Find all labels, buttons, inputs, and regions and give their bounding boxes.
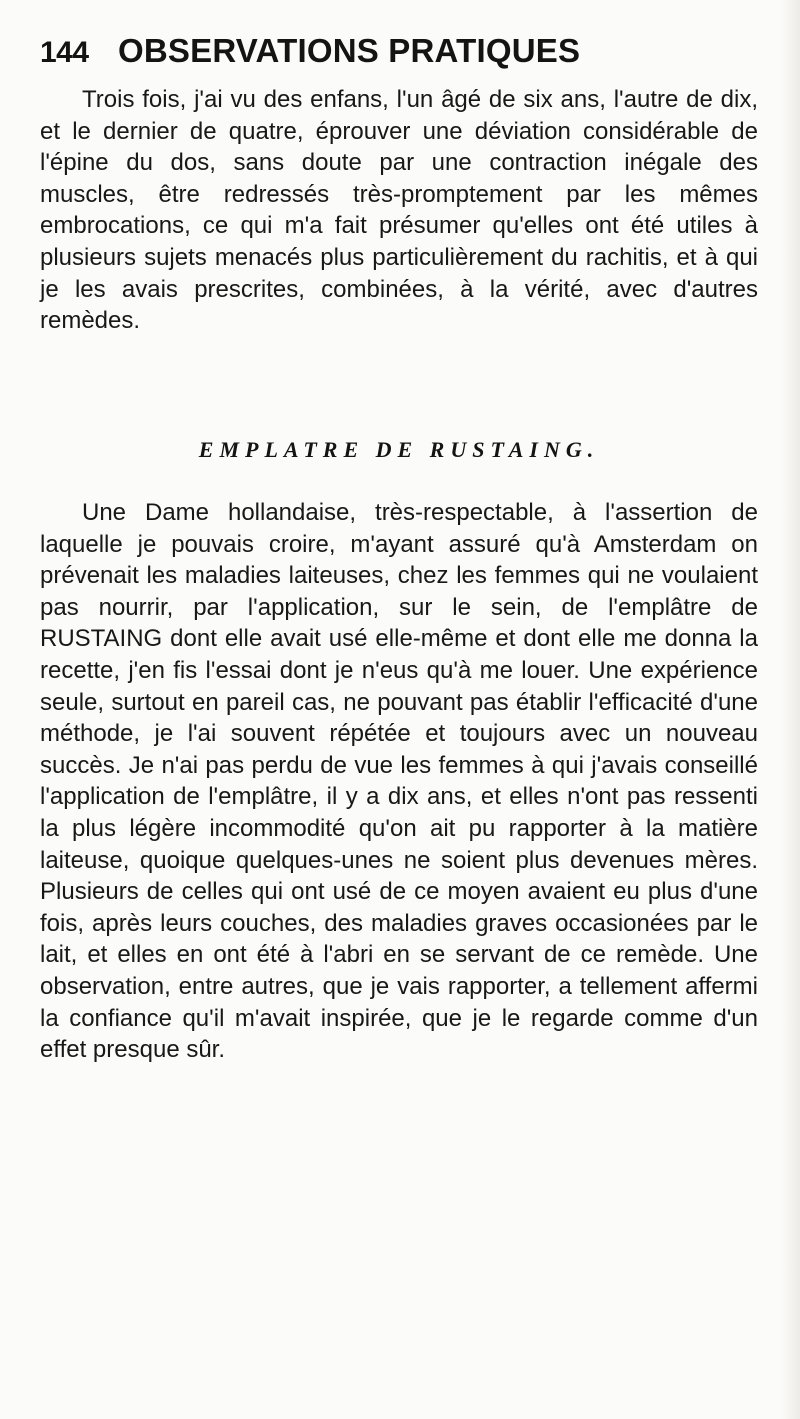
paragraph-rustaing-plaster: Une Dame hollandaise, très-respectable, à l'assertion de laquelle je pouvais croire, m'ayant assuré qu'à Amsterdam on prévenait les maladies laiteuses, chez les femmes qui ne voulaient pas nourrir, par l'application, sur le sein, de l'emplâtre de RUSTAING dont elle avait usé elle-même et dont elle me donna la recette, j'en fis l'essai dont je n'eus qu'à me louer. Une expérience seule, surtout en pareil cas, ne pouvant pas établir l'efficacité d'une méthode, je l'ai souvent répétée et toujours avec un nouveau succès. Je n'ai pas perdu de vue les femmes à qui j'avais conseillé l'application de l'emplâtre, il y a dix ans, et elles n'ont pas ressenti la plus légère incommodité qu'on ait pu rapporter à la matière laiteuse, quoique quelques-unes ne soient plus devenues mères. Plusieurs de celles qui ont usé de ce moyen avaient eu plus d'une fois, après leurs couches, des maladies graves occasionées par le lait, et elles en ont été à l'abri en se servant de ce remède. Une observation, entre autres, que je vais rapporter, a tellement affermi la confiance qu'il m'avait inspirée, que je le regarde comme d'un effet presque sûr. <box>40 499 758 1064</box>
section-title: EMPLATRE DE RUSTAING. <box>198 437 600 462</box>
page-number: 144 <box>40 36 89 69</box>
page-header <box>40 30 760 76</box>
paragraph-spine-deviation: Trois fois, j'ai vu des enfans, l'un âgé de six ans, l'autre de dix, et le dernier de quatre, éprouver une déviation considérable de l'épine du dos, sans doute par une contraction inégale des muscles, être redressés très-promptement par les mêmes embrocations, ce qui m'a fait présumer qu'elles ont été utiles à plusieurs sujets menacés plus particulièrement du rachitis, et à qui je les avais prescrites, combinées, à la vérité, avec d'autres remèdes. <box>40 86 758 335</box>
running-head: OBSERVATIONS PRATIQUES <box>118 32 581 69</box>
page-edge-shadow <box>782 0 800 1419</box>
